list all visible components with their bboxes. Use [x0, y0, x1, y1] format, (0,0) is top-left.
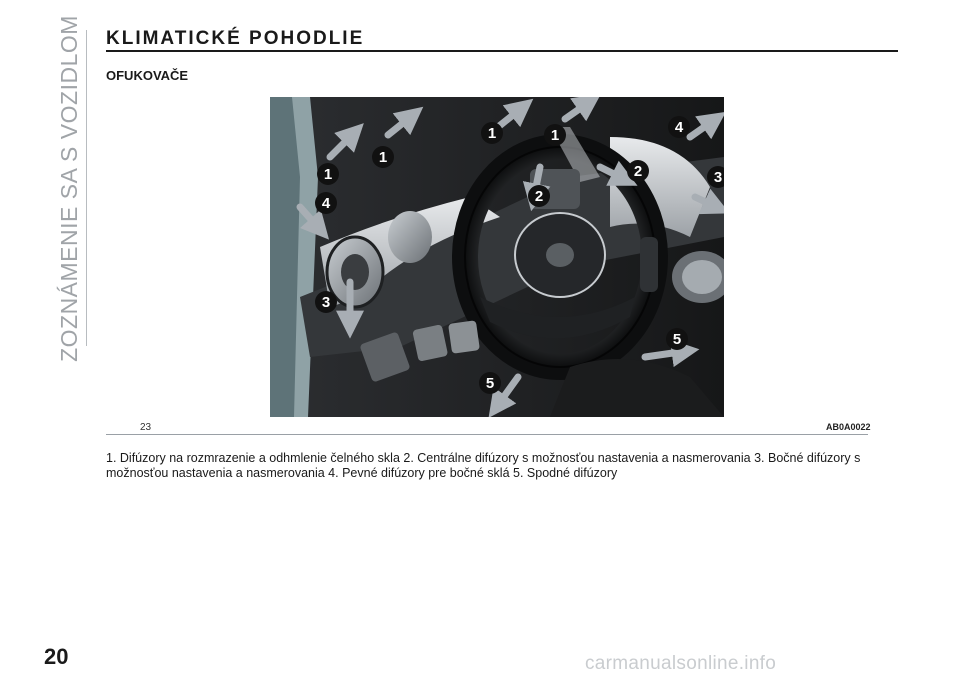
- callout-label: 5: [485, 375, 495, 392]
- callout-label: 5: [672, 331, 682, 348]
- section-subtitle: OFUKOVAČE: [106, 68, 189, 83]
- dashboard-drawing: [270, 97, 724, 417]
- callout-5a: [666, 328, 688, 350]
- callout-1a: [317, 163, 339, 185]
- callout-1d: [544, 124, 566, 146]
- callout-label: 2: [534, 188, 544, 205]
- callout-4a: [315, 192, 337, 214]
- figure-code: AB0A0022: [826, 422, 871, 432]
- dashboard-illustration: [270, 97, 724, 417]
- callout-label: 2: [633, 163, 643, 180]
- callout-2a: [528, 185, 550, 207]
- watermark: carmanualsonline.info: [585, 653, 777, 674]
- callout-label: 1: [323, 166, 333, 183]
- section-divider: [86, 30, 87, 346]
- callout-label: 3: [321, 294, 331, 311]
- callout-5b: [479, 372, 501, 394]
- figure-rule: [106, 434, 868, 435]
- callout-label: 4: [674, 119, 684, 136]
- callout-1b: [372, 146, 394, 168]
- callout-label: 3: [713, 169, 723, 186]
- callout-1c: [481, 122, 503, 144]
- callout-3a: [315, 291, 337, 313]
- callout-2b: [627, 160, 649, 182]
- page-title: KLIMATICKÉ POHODLIE: [106, 28, 365, 49]
- page-number: 20: [44, 644, 69, 669]
- figure-number: 23: [140, 422, 152, 433]
- callout-4b: [668, 116, 690, 138]
- figure-caption: 1. Difúzory na rozmrazenie a odhmlenie čelného skla 2. Centrálne difúzory s možnosťou nastavenia a nasmerovania 3. Bočné difúzory s možnosťou nastavenia a nasmerovania 4. Pevné difúzory pre bočné sklá 5. Spodné difúzory: [106, 451, 861, 480]
- callout-label: 1: [550, 127, 560, 144]
- section-label: ZOZNÁMENIE SA S VOZIDLOM: [55, 14, 82, 362]
- callout-label: 1: [487, 125, 497, 142]
- callout-label: 1: [378, 149, 388, 166]
- section-tab: [55, 14, 82, 362]
- callout-label: 4: [321, 195, 331, 212]
- title-underline: [106, 50, 898, 52]
